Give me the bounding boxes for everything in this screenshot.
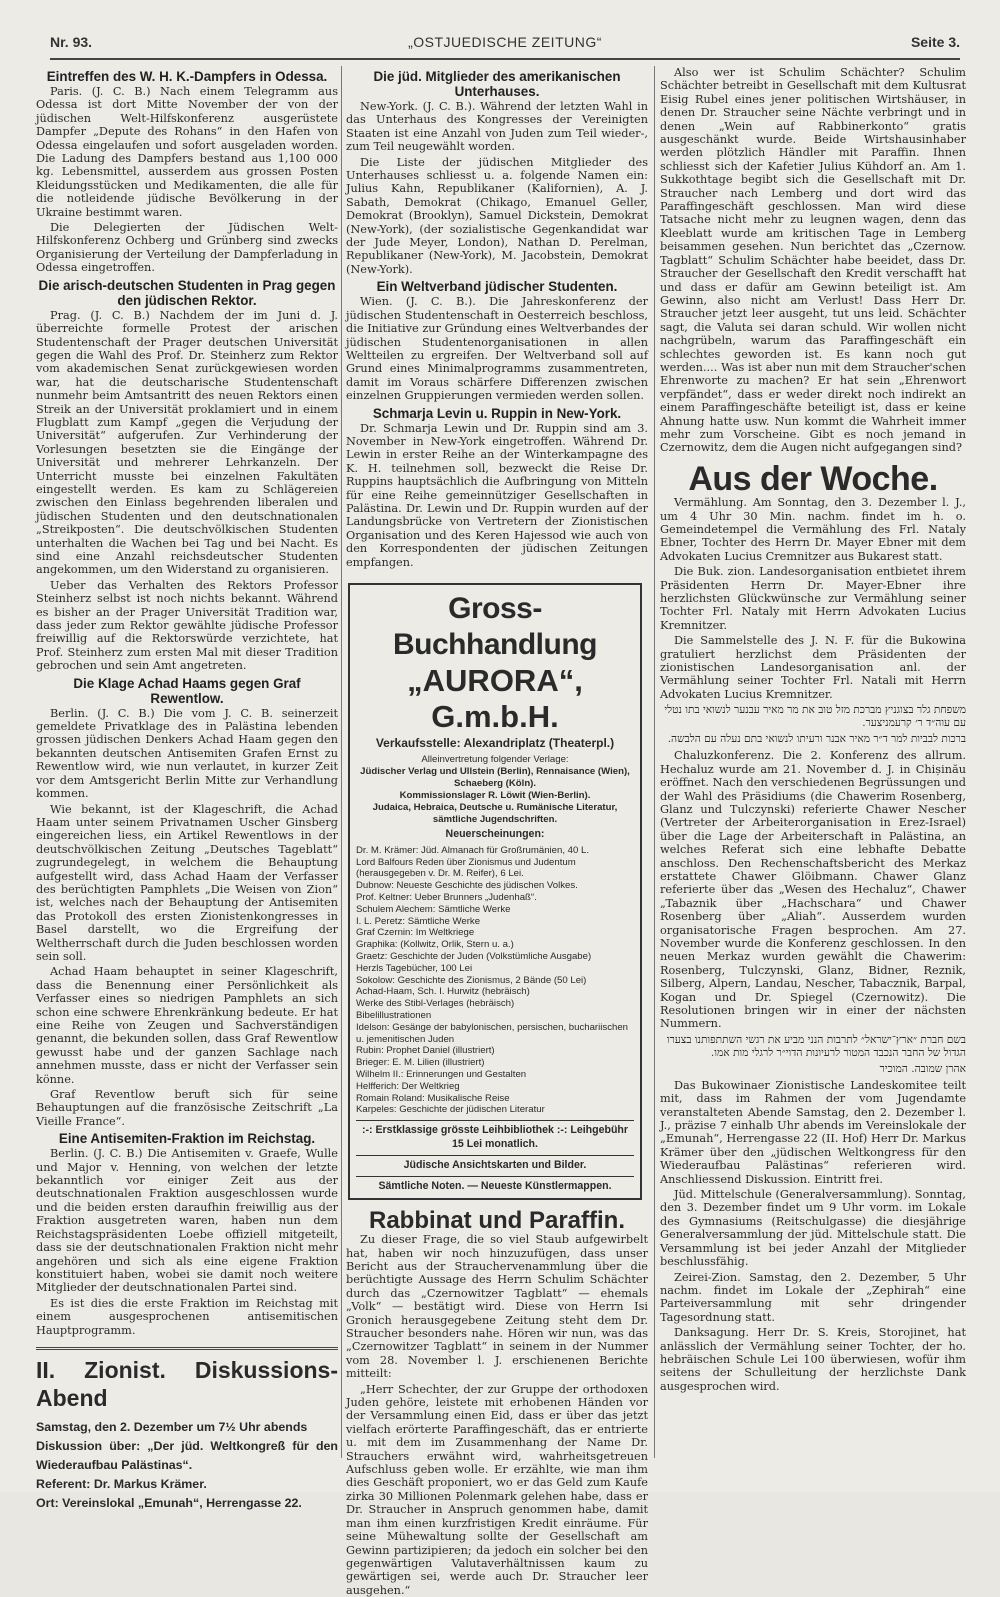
hebrew-notice: בשם חברת ״ארץ־ישראל״ לתרבות הנני מביע את רגשי השתתפותנו בצערו הגדול של החבר הנכבד המטור לרעיונות הדוי״ר לרגלי מות אמו. (666, 1033, 966, 1059)
ad-book-item: Lord Balfours Reden über Zionismus und Judentum (herausgegeben v. Dr. M. Reifer), 6 Lei. (356, 856, 576, 880)
issue-number: Nr. 93. (50, 34, 93, 50)
newspaper-title: „OSTJUEDISCHE ZEITUNG“ (408, 34, 602, 50)
column-divider (341, 66, 342, 1458)
article-paragraph: Graf Reventlow beruft sich für seine Behauptungen auf die französische Zeitschrift „La Vieille France“. (36, 1088, 338, 1128)
page-header (50, 34, 960, 56)
ad-book-item: I. L. Peretz: Sämtliche Werke (356, 915, 481, 927)
article-paragraph: Wie bekannt, ist der Klageschrift, die Achad Haam unter seinem Privatnamen Uscher Ginsberg eingereichen liess, ein Artikel Rewentlows in der deutschvölkischen Zeitung „Deutsches Tageblatt“ zugrundegelegt, in welchem die Behauptung aufgestellt wird, dass Achad Haam der Verfasser des berüchtigten Pamphlets „Die Weisen von Zion“ ist, welches nach der Behauptung der Antisemiten das Protokoll des ersten Zionistenkongresses in Basel darstellt, wo die Ergreifung der Weltherrschaft durch die Juden beschlossen worden sein soll. (36, 802, 338, 963)
article-paragraph: New-York. (J. C. B.). Während der letzten Wahl in das Unterhaus des Kongresses der Vereinigten Staaten ist eine Anzahl von Juden zum Teil wieder-, zum Teil neugewählt worden. (346, 100, 648, 154)
ad-book-list (356, 845, 634, 1116)
ad-book-item: Romain Roland: Musikalische Reise (356, 1092, 510, 1104)
bookstore-ad (348, 583, 642, 1200)
ad-book-item: Brieger: E. M. Lilien (illustriert) (356, 1057, 485, 1069)
news-item: Jüd. Mittelschule (Generalversammlung). Sonntag, den 3. Dezember findet um 9 Uhr vorm. im Lokale des Gymnasiums (Reitschulgasse) die diesjährige Generalversammlung der jüd. Mittelschule statt. Die Versammlung ist bei jeder Anzahl der Mitglieder beschlussfähig. (660, 1188, 966, 1269)
column-2 (346, 66, 648, 1597)
ad-subheading: Neuerscheinungen: (445, 828, 545, 841)
ad-book-item: Graf Czernin: Im Weltkriege (356, 927, 475, 939)
article-paragraph: Zu dieser Frage, die so viel Staub aufgewirbelt hat, haben wir noch hinzuzufügen, dass unser Bericht aus der Strauchervenammlung über die berüchtigte Aussage des Herrn Schulim Schächter durch das „Czernowitzer Tagblatt“ — ehemals „Volk“ — bestätigt wird. Diese von Herrn Isi Gronich herausgegebene Zeitung steht dem Dr. Straucher besonders nahe. Hören wir nun, was das „Czernowitzer Tagblatt“ in seinem in der Nummer vom 28. November l. J. erschienenen Berichte mitteilt: (346, 1233, 648, 1381)
ad-footer: Sämtliche Noten. — Neueste Künstlermappen. (356, 1176, 634, 1193)
ad-book-item: Bibelillustrationen (356, 1009, 432, 1021)
ad-book-item: Karpeles: Geschichte der jüdischen Literatur (356, 1104, 545, 1116)
news-item: Das Bukowinaer Zionistische Landeskomitee teilt mit, dass im Rahmen der vom Jugendamte veranstalteten Abende Samstag, den 2. Dezember l. J., präzise 7 einhalb Uhr abends im Vereinslokale der „Emunah“, Herrengasse 22 (II. Hof) Herr Dr. Markus Krämer über den „jüdischen Weltkongress für den Wiederaufbau Palästinas“ referieren wird. Anschliessend Diskussion. Eintritt frei. (660, 1078, 966, 1186)
ad-book-item: Wilhelm II.: Erinnerungen und Gestalten (356, 1068, 527, 1080)
ad-book-item: Prof. Keltner: Ueber Brunners „Judenhaß“. (356, 892, 537, 903)
article-title: Die arisch-deutschen Studenten in Prag gegen den jüdischen Rektor. (38, 277, 336, 308)
article-paragraph: Paris. (J. C. B.) Nach einem Telegramm aus Odessa ist dort Mitte November der von der jüdischen Welt-Hilfskonferenz ausgerüstete Dampfer „Depute des Rohans“ in den Hafen von Odessa eingelaufen und sofort ausgeladen worden. Die Ladung des Dampfers bestand aus 1,100 000 kg. Lebensmittel, ausserdem aus grossen Posten Kleidungsstücken und Medikamenten, die alle für die notleidende jüdische Bevölkerung in der Ukraine bestimmt waren. (36, 85, 338, 219)
ad-book-item: Dr. M. Krämer: Jüd. Almanach für Großrumänien, 40 L. (356, 844, 590, 856)
article-paragraph: Achad Haam behauptet in seiner Klageschrift, dass die Benennung einer Persönlichkeit als Verfasser eines so niedrigen Pamphlets an sich schon eine schwere Ehrenkränkung bedeute. Er hat eine Reihe von Zeugen und Sachverständigen genannt, die bekunden sollen, dass Graf Rewentlow gewusst habe und der ganzen Sachlage nach annehmen musste, dass er nicht der Verfasser sein könne. (36, 965, 338, 1086)
ad-company: „AURORA“, G.m.b.H. (407, 663, 583, 734)
ad-line: Diskussion über: „Der jüd. Weltkongreß für den Wiederaufbau Palästinas“. (36, 1438, 338, 1472)
article-title: Die jüd. Mitglieder des amerikanischen Unterhauses. (373, 69, 621, 99)
ad-book-item: Graetz: Geschichte der Juden (Volkstümliche Ausgabe) (356, 950, 592, 962)
ad-book-item: Werke des Stibl-Verlages (hebräisch) (356, 998, 515, 1010)
ad-book-item: Schulem Alechem: Sämtliche Werke (356, 903, 511, 915)
ad-book-item: Dubnow: Neueste Geschichte des jüdischen Volkes. (356, 880, 578, 892)
ad-book-item: Achad-Haam, Sch. I. Hurwitz (hebräisch) (356, 986, 530, 998)
column-divider (654, 66, 655, 1458)
article-paragraph: Es ist dies die erste Fraktion im Reichstag mit einem ausgesprochenen antisemitischen Hauptprogramm. (36, 1296, 338, 1337)
article-title: Ein Weltverband jüdischer Studenten. (376, 279, 618, 295)
article-paragraph: Also wer ist Schulim Schächter? Schulim Schächter betreibt in Gesellschaft mit dem Kultusrat Eisig Rubel eines jener politischen Wirtshäuser, in denen Dr. Straucher seine Nächte verbringt und in denen „Wein auf Rabbinerkonto“ gratis ausgeschänkt wurde. Beide Wirtshausinhaber werden plötzlich Händler mit Paraffin. Ihnen schliesst sich der Kafetier Julius Kühdorf an. Am 1. Sukkothtage begibt sich die Gesellschaft mit Dr. Straucher nach Lemberg und dort wird das Paraffingeschäft geschlossen. Man wird diese Tatsache nicht mehr zu leugnen wagen, denn das Kleeblatt wurde am kritischen Tage in Lemberg beisammen gesehen. Nun berichtet das „Czernow. Tagblatt“ Schulim Schächter habe beeidet, dass Dr. Straucher der Gesellschaft den Kredit verschafft hat und dass er dafür am Gewinn beteiligt ist. Am Gewinn, also nicht am Verlust! Dass Herr Dr. Straucher jetzt leer ausgeht, tut uns leid. Schächter sagt, die Valuta sei daran schuld. Wir wollen nicht nachgrübeln, warum das Paraffingeschäft ein schlechtes geworden ist. Es kann noch gut werden.... Was ist aber nun mit dem Straucher'schen Ehrenworte zu machen? Er hat sein „Ehrenwort verpfändet“, dass er weder direkt noch indirekt an einem Paraffingeschäfte beteiligt ist, dass er keine Ahnung hatte usw. Nun kommt die Wahrheit immer mehr zum Vorscheine. Gibt es noch jemand in Czernowitz, dem die Augen nicht aufgegangen sind? (660, 66, 966, 455)
page-number: Seite 3. (910, 34, 960, 50)
article-paragraph: Berlin. (J. C. B.) Die Antisemiten v. Graefe, Wulle und Major v. Henning, von welchen der letzte bekanntlich vor einiger Zeit aus der deutschnationalen Fraktion ausgeschlossen wurde und die beiden ersten daraufhin freiwillig aus der Fraktion ausgetreten waren, haben nun dem Reichstagspräsidenten Loebe offiziell mitgeteilt, dass sie der deutschnationalen Fraktion nicht mehr angehören und sich als eine eigene Fraktion konstituiert haben, wobei sie damit noch weitere Mitglieder der deutschnationalen Partei sind. (36, 1147, 338, 1295)
ad-book-item: Idelson: Gesänge der babylonischen, persischen, buchariischen u. jemenitischen Juden (356, 1021, 628, 1045)
news-item: Die Buk. zion. Landesorganisation entbietet ihrem Präsidenten Herrn Dr. Mayer-Ebner ihre herzlichsten Glückwünsche zur Vermählung seiner Tochter Frl. Nataly mit Herrn Advokaten Lucius Kremnitzer. (660, 565, 966, 632)
ad-line: Samstag, den 2. Dezember um 7½ Uhr abends (36, 1419, 308, 1434)
article-title: Die Klage Achad Haams gegen Graf Rewentlow. (73, 675, 301, 706)
article-paragraph: Dr. Schmarja Lewin und Dr. Ruppin sind am 3. November in New-York eingetroffen. Während Dr. Lewin in erster Reihe an der Winterkampagne des K. H. teilnehmen soll, bezweckt die Reise Dr. Ruppins hauptsächlich die Aufbringung von Mitteln für eine Reihe gemeinnütziger Gesellschaften in Palästina. Dr. Lewin und Dr. Ruppin wurden auf der Landungsbrücke von Vertretern der Zionistischen Organisation und des Keren Hajessod wie auch von den Korrespondenten der jüdischen Zeitungen empfangen. (346, 421, 648, 569)
ad-text: Alleinvertretung folgender Verlage: (421, 754, 569, 766)
hebrew-notice: משפחת גלר בצוגניץ מברכת מזל טוב את מר מאיר עבנער לנשואי בתו נטלי עם עוה״ד ר׳ קרעמניצער. (664, 704, 966, 730)
news-item: Zeirei-Zion. Samstag, den 2. Dezember, 5 Uhr nachm. findet im Lokale der „Zephirah“ eine Parteiversammlung mit sehr dringender Tagesordnung statt. (660, 1270, 966, 1324)
ad-book-item: Helfferich: Der Weltkrieg (356, 1080, 460, 1092)
column-1 (36, 66, 338, 1510)
article-paragraph: „Herr Schechter, der zur Gruppe der orthodoxen Juden gehöre, leistete mit erhobenen Händen vor der Versammlung einen Eid, dass er über das jetzt vielfach erörterte Paraffingeschäft, das er entrierte u. mit dem im Zusammenhang der Name Dr. Strauchers erwähnt wird, wahrheitsgetreuen Aufschluss geben wolle. Er erzählte, wie man ihm dies Geschäft proponiert, wo er das Geld zum Kaufe zirka 30 Millionen Polenmark gelehen habe, dass er Dr. Straucher in Anspruch genommen habe, damit man ihm einen kurzfristigen Kredit einräume. Für seine Mühewaltung sollte der Gesellschaft am Gewinn partizipieren; da jedoch ein solcher bei den gegenwärtigen Valutaverhältnissen kaum zu gewärtigen sei, werde auch Dr. Straucher leer ausgehen.“ (346, 1382, 648, 1597)
hebrew-notice: ברכות לבביות למר ד״ר מאיר אבנר ורעיתו לנשואי בתם נעלה עם הלבשה. (667, 733, 966, 746)
article-paragraph: Die Delegierten der Jüdischen Welt-Hilfskonferenz Ochberg und Grünberg sind zwecks Organisierung der Verteilung der Dampferladung in Odessa eingetroffen. (36, 221, 338, 275)
ad-title: II. Zionist. Diskussions-Abend (36, 1356, 338, 1411)
article-paragraph: Prag. (J. C. B.) Nachdem der im Juni d. J. überreichte formelle Protest der arischen Studentenschaft der Prager deutschen Universität gegen die Wahl des Prof. Dr. Steinherz zum Rektor vom akademischen Senat zurückgewiesen worden war, hat die deutscharische Studentenschaft nunmehr beim Amtsantritt des neuen Rektors einen Streik an der Universität proklamiert und in einem Flugblatt zum Kampf „gegen die Verjudung der Universität“ aufgerufen. Zur Verhinderung der Vorlesungen besetzten sie die Eingänge der Universität und mehrerer Lehrkanzeln. Der Unterricht musste bei einzelnen Fakultäten eingestellt werden. Es kam zu Schlägereien zwischen den Einlass begehrenden liberalen und jüdischen Studenten und den deutschnationalen „Streikposten“. Die deutschvölkischen Studenten unterhalten die Wachen bei Tag und bei Nacht. Es sind eine Anzahl reichsdeutscher Studenten angekommen, um den Widerstand zu organisieren. (36, 308, 338, 577)
discussion-evening-ad (36, 1347, 338, 1513)
article-title: Eine Antisemiten-Fraktion im Reichstag. (58, 1131, 316, 1147)
news-item: Chaluzkonferenz. Die 2. Konferenz des allrum. Hechaluz wurde am 21. November d. J. in Chișinău eröffnet. Nach den verschiedenen Begrüssungen und der Wahl des Präsidiums (die Chawerim Rosenberg, Glanz und Tulczynski) referierte Chawer Nescher (Vertreter der Arbeiterorganisation in Erez-Israel) über die Lage der Arbeiterschaft in Palästina, an welches Referat sich eine lebhafte Debatte anschloss. Den Rechenschaftsbericht des Merkaz erstattete Chawer Glöibmann. Chawer Glanz referierte über das „Wesen des Hechaluz“, Chawer „Tabaznik über „Hachschara“ und Chawer Rosenberg über „Aliah“. Ausserdem wurden organisatorische Fragen besprochen. Am 27. November wurde die Konferenz geschlossen. In den neuen Merkaz wurden gewählt die Chawerim: Rosenberg, Tulczynski, Glanz, Bidner, Reznik, Silberg, Alpern, Landau, Nescher, Tabacznik, Barpal, Kogan und Dr. Spiegel (Czernowitz). Die Resolutionen bringen wir in einer der nächsten Nummern. (660, 749, 966, 1031)
article-paragraph: Wien. (J. C. B.). Die Jahreskonferenz der jüdischen Studentenschaft in Oesterreich beschloss, die Initiative zur Gründung eines Weltverbandes der jüdischen Studentenorganisationen in allen Weltteilen zu ergreifen. Der Weltverband soll auf Grund eines Minimalprogramms zusammentreten, damit im Voraus schärfere Differenzen zwischen einzelnen Gruppierungen vermieden werden sollen. (346, 295, 648, 403)
ad-text: Judaica, Hebraica, Deutsche u. Rumänische Literatur, sämtliche Jugendschriften. (372, 802, 618, 826)
ad-footer: Jüdische Ansichtskarten und Bilder. (356, 1155, 634, 1172)
ad-title: Gross-Buchhandlung (393, 592, 597, 661)
ad-book-item: Rubin: Prophet Daniel (illustriert) (356, 1045, 495, 1057)
header-rule (50, 58, 960, 60)
article-paragraph: Berlin. (J. C. B.) Die vom J. C. B. seinerzeit gemeldete Privatklage des in Palästina lebenden grossen jüdischen Denkers Achad Haam gegen den bekannten deutschen Antisemiten Grafen Ernst zu Rewentlow wird, wie nun verlautet, in kurzer Zeit vor dem Amtsgericht Berlin Mitte zur Verhandlung kommen. (36, 706, 338, 801)
article-paragraph: Die Liste der jüdischen Mitglieder des Unterhauses schliesst u. a. folgende Namen ein: Julius Kahn, Republikaner (Kalifornien), A. J. Sabath, Demokrat (Chikago, Emanuel Geller, Demokrat (Brooklyn), Samuel Dickstein, Demokrat (New-York), (der sozialistische Gegenkandidat war der Jude Meyer, London), Nathan D. Perelman, Republikaner (New-York), M. Jacobstein, Demokrat (New-York). (346, 155, 648, 276)
article-paragraph: Ueber das Verhalten des Rektors Professor Steinherz selbst ist noch nichts bekannt. Während es bisher an der Prager Universität Tradition war, dass jeder zum Rektor gewählte jüdische Professor freiwillig auf die Rektorswürde verzichtete, hat Prof. Steinherz zum ersten Mal mit dieser Tradition gebrochen und sein Amt angetreten. (36, 578, 338, 673)
section-title: Aus der Woche. (688, 459, 938, 498)
ad-book-item: Graphika: (Kollwitz, Orlik, Stern u. a.) (356, 939, 514, 951)
ad-text: Jüdischer Verlag und Ullstein (Berlin), Rennaisance (Wien), Schaeberg (Köln). (360, 766, 630, 790)
ad-book-item: Herzls Tagebücher, 100 Lei (356, 962, 473, 974)
ad-line: Referent: Dr. Markus Krämer. (36, 1476, 207, 1491)
ad-library: :-: Erstklassige grösste Leihbibliothek :-: Leihgebühr 15 Lei monatlich. (356, 1120, 634, 1151)
news-item: Danksagung. Herr Dr. S. Kreis, Storojinet, hat anlässlich der Vermählung seiner Tochter, der ho. hebräischen Schule Lei 100 überwiesen, wofür ihm seitens der Schulleitung der herzlichste Dank ausgesprochen wird. (660, 1326, 966, 1393)
article-title: Schmarja Levin u. Ruppin in New-York. (372, 405, 622, 421)
news-item: Vermählung. Am Sonntag, den 3. Dezember l. J., um 4 Uhr 30 Min. nachm. findet im h. o. Gemeindetempel die Vermählung des Frl. Nataly Ebner, Tochter des Herrn Dr. Mayer Ebner mit dem Advokaten Lucius Cremnitzer aus Bukarest statt. (660, 496, 966, 563)
ad-text: Kommissionslager R. Löwit (Wien-Berlin). (399, 790, 591, 802)
article-title: Eintreffen des W. H. K.-Dampfers in Odessa. (46, 69, 328, 84)
ad-address: Verkaufsstelle: Alexandriplatz (Theaterpl.) (375, 736, 615, 750)
hebrew-notice: אהרן שמובה. המוכיר (879, 1062, 966, 1075)
ad-line: Ort: Vereinslokal „Emunah“, Herrengasse 22. (36, 1495, 302, 1510)
news-item: Die Sammelstelle des J. N. F. für die Bukowina gratuliert herzlichst dem Präsidenten der zionistischen Landesorganisation anl. der Vermählung seiner Tochter Frl. Natali mit Herrn Advokaten Lucius Kremnitzer. (660, 634, 966, 701)
column-3 (660, 66, 966, 1464)
ad-book-item: Sokolow: Geschichte des Zionismus, 2 Bände (50 Lei) (356, 974, 587, 986)
article-title: Rabbinat und Paraffin. (368, 1206, 625, 1234)
